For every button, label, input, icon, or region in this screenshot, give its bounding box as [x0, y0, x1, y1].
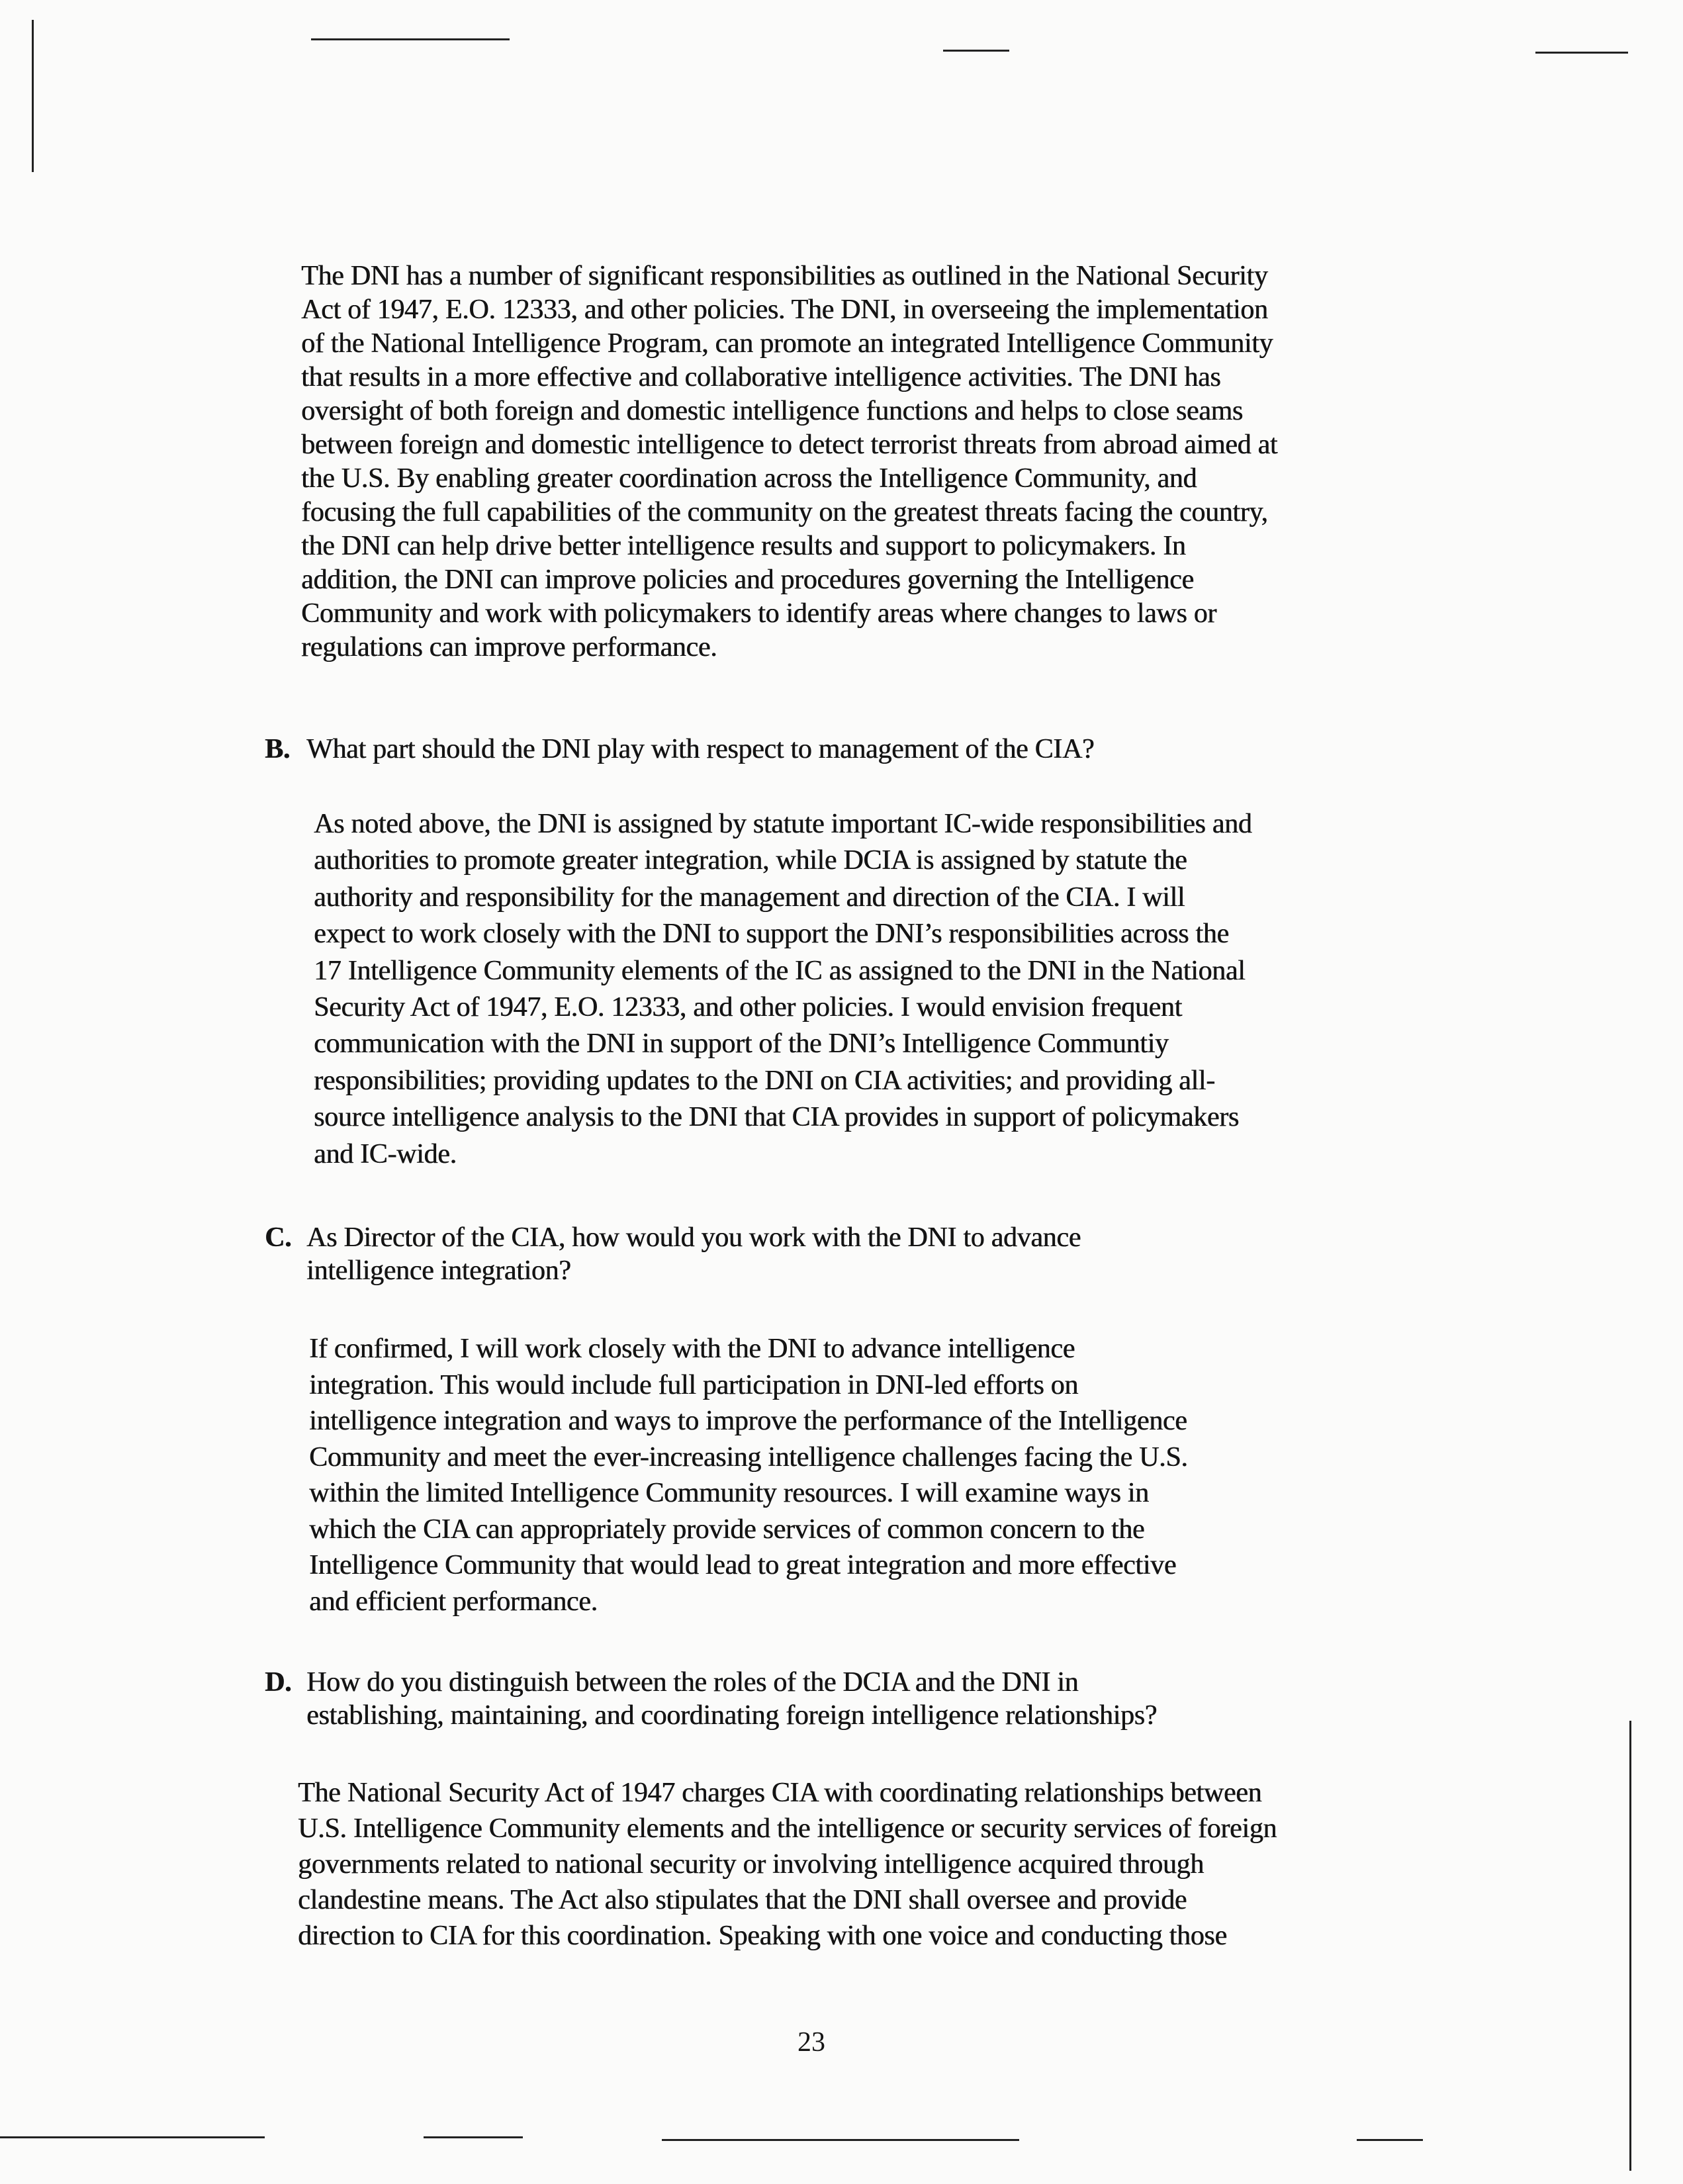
scan-mark [1535, 52, 1628, 54]
question-label: C. [265, 1222, 292, 1253]
text-line: focusing the full capabilities of the community on the greatest threats facing the country, [301, 497, 1268, 527]
text-line: of the National Intelligence Program, can promote an integrated Intelligence Community [301, 328, 1273, 359]
text-line: The National Security Act of 1947 charges CIA with coordinating relationships between [298, 1778, 1262, 1808]
text-line: that results in a more effective and collaborative intelligence activities. The DNI has [301, 362, 1221, 392]
text-line: As noted above, the DNI is assigned by statute important IC-wide responsibilities and [314, 809, 1252, 839]
text-line: Community and meet the ever-increasing intelligence challenges facing the U.S. [309, 1441, 1188, 1473]
scan-mark [1357, 2139, 1423, 2141]
page-number: 23 [797, 2027, 825, 2058]
text-line: source intelligence analysis to the DNI that CIA provides in support of policymakers [314, 1102, 1239, 1133]
scan-mark [662, 2139, 1019, 2141]
text-line: governments related to national security or involving intelligence acquired through [298, 1849, 1204, 1880]
text-line: As Director of the CIA, how would you work with the DNI to advance [306, 1222, 1081, 1253]
text-line: and IC-wide. [314, 1138, 457, 1169]
text-line: U.S. Intelligence Community elements and the intelligence or security services of foreign [298, 1813, 1277, 1844]
question-label: B. [265, 734, 290, 764]
text-line: Security Act of 1947, E.O. 12333, and other policies. I would envision frequent [314, 992, 1182, 1023]
scan-mark [0, 2136, 265, 2138]
text-line: If confirmed, I will work closely with the DNI to advance intelligence [309, 1334, 1075, 1364]
text-line: the DNI can help drive better intelligence results and support to policymakers. In [301, 531, 1186, 561]
text-line: intelligence integration? [306, 1255, 571, 1286]
text-line: Intelligence Community that would lead to great integration and more effective [309, 1550, 1177, 1580]
question-label: D. [265, 1667, 292, 1698]
text-line: expect to work closely with the DNI to support the DNI’s responsibilities across the [314, 919, 1229, 950]
text-line: between foreign and domestic intelligence to detect terrorist threats from abroad aimed at [301, 430, 1278, 460]
text-line: direction to CIA for this coordination. Speaking with one voice and conducting those [298, 1921, 1227, 1951]
text-line: which the CIA can appropriately provide services of common concern to the [309, 1514, 1145, 1545]
answer-d [298, 1775, 1277, 1954]
text-line: establishing, maintaining, and coordinating foreign intelligence relationships? [306, 1700, 1157, 1731]
text-line: What part should the DNI play with respect to management of the CIA? [306, 734, 1095, 764]
text-line: authorities to promote greater integration, while DCIA is assigned by statute the [314, 845, 1187, 876]
scan-mark [311, 38, 510, 40]
text-line: addition, the DNI can improve policies and procedures governing the Intelligence [301, 565, 1194, 595]
text-line: the U.S. By enabling greater coordination across the Intelligence Community, and [301, 463, 1197, 494]
answer-b [314, 806, 1251, 1173]
text-line: communication with the DNI in support of the DNI’s Intelligence Communtiy [314, 1028, 1169, 1060]
text-line: and efficient performance. [309, 1586, 598, 1617]
text-line: How do you distinguish between the roles of the DCIA and the DNI in [306, 1667, 1079, 1698]
text-line: oversight of both foreign and domestic intelligence functions and helps to close seams [301, 396, 1243, 426]
text-line: 17 Intelligence Community elements of the IC as assigned to the DNI in the National [314, 955, 1246, 986]
answer-c [309, 1331, 1187, 1619]
text-line: intelligence integration and ways to improve the performance of the Intelligence [309, 1406, 1187, 1436]
paragraph-dni-responsibilities [301, 259, 1277, 664]
text-line: regulations can improve performance. [301, 632, 717, 662]
text-line: authority and responsibility for the management and direction of the CIA. I will [314, 882, 1185, 913]
scan-mark [32, 20, 34, 172]
text-line: responsibilities; providing updates to the DNI on CIA activities; and providing all- [314, 1065, 1215, 1096]
text-line: The DNI has a number of significant responsibilities as outlined in the National Security [301, 261, 1268, 291]
scan-mark [1629, 1721, 1631, 2171]
text-line: Community and work with policymakers to identify areas where changes to laws or [301, 598, 1216, 629]
scan-mark [943, 50, 1009, 52]
text-line: integration. This would include full participation in DNI-led efforts on [309, 1369, 1078, 1400]
scan-mark [424, 2136, 523, 2138]
text-line: clandestine means. The Act also stipulates that the DNI shall oversee and provide [298, 1885, 1187, 1915]
text-line: within the limited Intelligence Community resources. I will examine ways in [309, 1478, 1149, 1508]
text-line: Act of 1947, E.O. 12333, and other policies. The DNI, in overseeing the implementation [301, 295, 1268, 325]
